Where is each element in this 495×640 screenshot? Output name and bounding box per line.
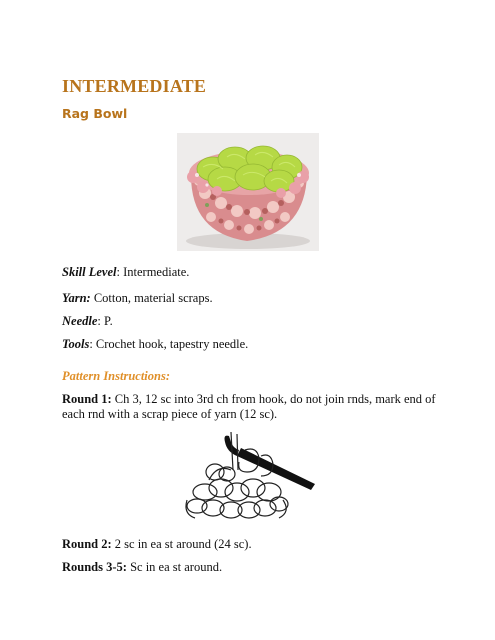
skill-level-label: Skill Level [62,265,117,279]
skill-level-line [62,264,189,280]
crochet-stitch-diagram [175,430,325,522]
tools-line [62,336,248,352]
tools-value: : Crochet hook, tapestry needle. [89,337,249,351]
tools-label: Tools [62,337,90,351]
needle-value: : P. [97,314,113,328]
rounds-3-5-text: Sc in ea st around. [126,560,223,574]
pattern-title: Rag Bowl [62,106,128,121]
round-2-instruction [62,537,442,552]
yarn-value: Cotton, material scraps. [90,291,213,305]
round-2-label: Round 2: [62,537,112,551]
round-1-instruction [62,392,442,422]
skill-level-value: : Intermediate. [116,265,190,279]
yarn-label: Yarn: [62,291,91,305]
round-1-label: Round 1: [62,392,112,406]
rounds-3-5-instruction [62,560,442,575]
round-2-text: 2 sc in ea st around (24 sc). [111,537,252,551]
needle-line [62,313,113,329]
round-1-text: Ch 3, 12 sc into 3rd ch from hook, do not join rnds, mark end of each rnd with a scrap piece of yarn (12 sc). [62,392,436,421]
rag-bowl-photo [177,133,319,251]
skill-heading: INTERMEDIATE [62,76,207,96]
needle-label: Needle [62,314,98,328]
yarn-line [62,290,213,306]
pattern-instructions-title: Pattern Instructions: [62,369,171,383]
rounds-3-5-label: Rounds 3-5: [62,560,127,574]
